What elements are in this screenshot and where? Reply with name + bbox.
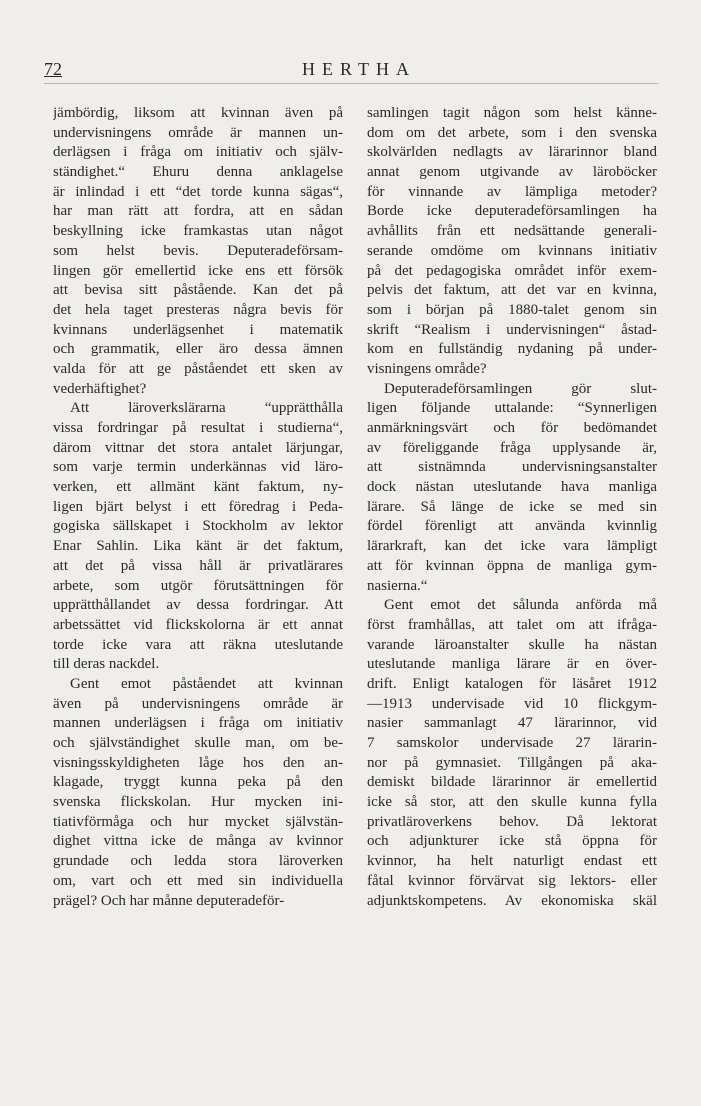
text-line: svenska flickskolan. Hur mycken ini- bbox=[53, 794, 343, 811]
text-line: lingen gör emellertid icke ens ett försök bbox=[53, 262, 343, 279]
text-line: visningens område? bbox=[367, 360, 487, 377]
text-line: kvinnans underlägsenhet i matematik bbox=[53, 321, 343, 338]
text-line: 7 samskolor undervisade 27 lärarin- bbox=[367, 735, 657, 751]
text-line: att för kvinnan öppna de manliga gym- bbox=[367, 557, 657, 574]
text-line: varande läroanstalter skulle ha nästan bbox=[367, 636, 657, 653]
text-line: privatläroverkens behov. Då lektorat bbox=[367, 813, 657, 830]
text-line: vissa fordringar på resultat i studierna“, bbox=[53, 420, 343, 436]
text-line: även på undervisningens område är bbox=[53, 695, 343, 712]
text-line: avhållits från ett nedsättande generali- bbox=[367, 223, 657, 240]
text-line: som helst bevis. Deputeradeförsam- bbox=[53, 242, 343, 259]
text-line: ligen bjärt belyst i ett föredrag i Peda- bbox=[53, 498, 343, 515]
text-line: som i början på 1880-talet genom sin bbox=[367, 301, 657, 318]
text-line: visningsskyldigheten låge hos den an- bbox=[53, 754, 343, 771]
text-line: dom om det arbete, som i den svenska bbox=[367, 124, 657, 141]
text-line: nasierna.“ bbox=[367, 577, 428, 594]
text-line: beskyllning icke framkastas utan något bbox=[53, 223, 343, 240]
text-line: Att läroverkslärarna “upprätthålla bbox=[70, 400, 343, 417]
text-line: undervisningens område är mannen un- bbox=[53, 124, 343, 141]
text-line: drift. Enligt katalogen för läsåret 1912 bbox=[367, 675, 657, 692]
text-line: gogiska sällskapet i Stockholm av lektor bbox=[53, 518, 343, 535]
right-column bbox=[367, 104, 657, 911]
text-line: Gent emot påståendet att kvinnan bbox=[70, 675, 343, 692]
text-line: nor på gymnasiet. Tillgången på aka- bbox=[367, 754, 657, 771]
text-line: adjunktskompetens. Av ekonomiska skäl bbox=[367, 892, 657, 909]
text-line: skolvärlden nedlagts av lärarinnor bland bbox=[367, 144, 657, 161]
text-line: och självständighet skulle man, om be- bbox=[53, 735, 343, 751]
text-line: vederhäftighet? bbox=[53, 380, 147, 397]
text-line: Gent emot det sålunda anförda må bbox=[384, 597, 657, 614]
text-line: till deras nackdel. bbox=[53, 656, 160, 673]
text-line: Enar Sahlin. Lika känt är det faktum, bbox=[53, 538, 343, 555]
text-line: dighet vittna icke de många av kvinnor bbox=[53, 833, 343, 850]
text-line: —1913 undervisade vid 10 flickgym- bbox=[367, 695, 657, 712]
text-line: kvinnor, ha helt naturligt endast ett bbox=[367, 853, 657, 870]
text-line: och adjunkturer icke stå öppna för bbox=[367, 833, 657, 850]
text-line: fåtal kvinnor förvärvat sig lektors- eller bbox=[367, 872, 657, 889]
text-line: därom vittnar det stora antalet lärjungar, bbox=[53, 439, 343, 456]
text-line: pelvis det faktum, att det var en kvinna, bbox=[367, 282, 657, 299]
page-number: 72 bbox=[44, 59, 62, 79]
text-line: för vinnande av lämpliga metoder? bbox=[367, 183, 657, 200]
text-line: är inlindad i ett “det torde kunna sägas“, bbox=[53, 183, 343, 200]
text-line: nasier sammanlagt 47 lärarinnor, vid bbox=[367, 715, 657, 732]
text-line: skrift “Realism i undervisningen“ åstad- bbox=[367, 321, 657, 338]
page-header bbox=[44, 58, 658, 86]
text-line: att bevisa sitt påstående. Kan det på bbox=[53, 282, 343, 299]
text-line: anmärkningsvärt och för bedömandet bbox=[367, 420, 657, 436]
text-line: derlägsen i fråga om initiativ och själv- bbox=[53, 144, 343, 161]
text-line: Deputeradeförsamlingen gör slut- bbox=[384, 380, 657, 397]
text-line: tiativförmåga och hur mycket självstän- bbox=[53, 813, 343, 830]
text-line: upprätthållandet av dessa fordringar. Att bbox=[53, 597, 343, 614]
text-line: lärarkraft, kan det icke vara lämpligt bbox=[367, 538, 657, 555]
text-line: Borde icke deputeradeförsamlingen ha bbox=[367, 203, 657, 220]
text-line: att det på vissa håll är privatlärares bbox=[53, 557, 343, 574]
text-line: annat genom utgivande av läroböcker bbox=[367, 164, 657, 181]
left-column bbox=[53, 104, 343, 911]
running-title: HERTHA bbox=[302, 59, 416, 79]
text-line: samlingen tagit någon som helst känne- bbox=[367, 105, 657, 121]
text-line: arbete, som utgör förutsättningen för bbox=[53, 577, 343, 594]
text-line: det hela taget presteras några bevis för bbox=[53, 301, 343, 318]
text-line: arbetssättet vid flickskolorna är ett annat bbox=[53, 616, 343, 633]
text-line: serande omdöme om kvinnans initiativ bbox=[367, 242, 657, 259]
text-line: prägel? Och har månne deputeradeför- bbox=[53, 892, 285, 909]
text-line: som varje termin underkännas vid läro- bbox=[53, 459, 343, 476]
text-line: verken, ett allmänt känt faktum, ny- bbox=[53, 479, 343, 496]
text-line: lärare. Så länge de icke se med sin bbox=[367, 498, 657, 515]
text-line: om, vart och ett med sin individuella bbox=[53, 872, 343, 889]
text-line: valda för att ge påståendet ett sken av bbox=[53, 360, 343, 377]
text-line: och grammatik, eller äro dessa ämnen bbox=[53, 341, 343, 358]
text-line: först framhållas, att talet om att ifråga- bbox=[367, 616, 657, 633]
text-line: uteslutande manliga lärare är en över- bbox=[367, 656, 657, 673]
text-line: mannen underlägsen i fråga om initiativ bbox=[53, 715, 343, 732]
text-line: icke så stor, att den skulle kunna fylla bbox=[367, 794, 657, 811]
text-line: ligen följande uttalande: “Synnerligen bbox=[367, 400, 657, 417]
text-line: grundade och ledda stora läroverken bbox=[53, 853, 343, 870]
text-line: klagade, tryggt kunna peka på den bbox=[53, 774, 343, 791]
text-line: har man rätt att fordra, att en sådan bbox=[53, 203, 343, 220]
text-line: torde icke vara att räkna uteslutande bbox=[53, 636, 343, 653]
text-line: ständighet.“ Ehuru denna anklagelse bbox=[53, 164, 343, 181]
header-rule bbox=[44, 83, 658, 84]
text-line: av föreliggande fråga upplysande är, bbox=[367, 439, 657, 456]
text-line: på det pedagogiska området inför exem- bbox=[367, 262, 657, 279]
text-line: kom en fullständig nydaning på under- bbox=[367, 341, 657, 358]
text-line: fördel förenligt att använda kvinnlig bbox=[367, 518, 657, 535]
text-line: jämbördig, liksom att kvinnan även på bbox=[53, 105, 343, 121]
text-line: att sistnämnda undervisningsanstalter bbox=[367, 459, 657, 476]
text-line: dock nästan uteslutande hava manliga bbox=[367, 479, 657, 496]
text-line: demiskt bildade lärarinnor är emellertid bbox=[367, 774, 657, 791]
